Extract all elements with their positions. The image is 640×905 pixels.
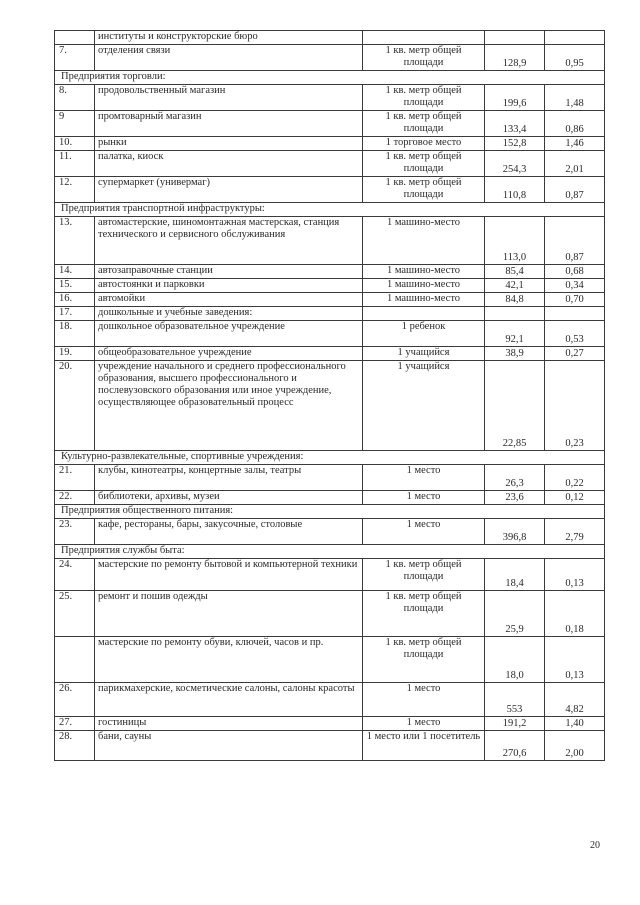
- measure-unit: 1 учащийся: [363, 361, 485, 451]
- value-primary: 113,0: [485, 217, 545, 265]
- measure-unit: 1 кв. метр общей площади: [363, 177, 485, 203]
- section-title: Предприятия торговли:: [55, 71, 605, 85]
- measure-unit: [363, 31, 485, 45]
- table-row: [55, 717, 605, 731]
- facility-name: учреждение начального и среднего профессионального образования, высшего профессионального и послевузовского образования или иное учреждение, осуществляющее образовательный процесс: [95, 361, 363, 451]
- value-secondary: 0,53: [545, 321, 605, 347]
- table-row: [55, 31, 605, 45]
- facility-name: автомастерские, шиномонтажная мастерская, станция технического и сервисного обслуживания: [95, 217, 363, 265]
- value-secondary: 0,87: [545, 177, 605, 203]
- value-secondary: 0,87: [545, 217, 605, 265]
- table-row: [55, 347, 605, 361]
- measure-unit: 1 кв. метр общей площади: [363, 151, 485, 177]
- row-number: 17.: [55, 307, 95, 321]
- measure-unit: 1 ребенок: [363, 321, 485, 347]
- value-primary: [485, 31, 545, 45]
- value-primary: 23,6: [485, 491, 545, 505]
- table-row: [55, 293, 605, 307]
- value-primary: 199,6: [485, 85, 545, 111]
- value-primary: 110,8: [485, 177, 545, 203]
- value-secondary: [545, 31, 605, 45]
- table-row: [55, 177, 605, 203]
- facility-name: отделения связи: [95, 45, 363, 71]
- measure-unit: 1 кв. метр общей площади: [363, 637, 485, 683]
- table-row: [55, 683, 605, 717]
- value-secondary: 0,22: [545, 465, 605, 491]
- measure-unit: 1 место: [363, 683, 485, 717]
- section-header-row: [55, 203, 605, 217]
- value-primary: 42,1: [485, 279, 545, 293]
- facility-name: библиотеки, архивы, музеи: [95, 491, 363, 505]
- row-number: 28.: [55, 731, 95, 761]
- measure-unit: 1 машино-место: [363, 293, 485, 307]
- facility-name: автостоянки и парковки: [95, 279, 363, 293]
- value-primary: 396,8: [485, 519, 545, 545]
- table-row: [55, 321, 605, 347]
- row-number: [55, 31, 95, 45]
- table-row: [55, 151, 605, 177]
- measure-unit: 1 место: [363, 717, 485, 731]
- section-title: Предприятия транспортной инфраструктуры:: [55, 203, 605, 217]
- facility-name: супермаркет (универмаг): [95, 177, 363, 203]
- section-header-row: [55, 505, 605, 519]
- facility-name: продовольственный магазин: [95, 85, 363, 111]
- measure-unit: 1 кв. метр общей площади: [363, 45, 485, 71]
- value-secondary: 0,18: [545, 591, 605, 637]
- table-row: [55, 307, 605, 321]
- norms-table: [54, 30, 605, 761]
- row-number: 16.: [55, 293, 95, 307]
- value-secondary: 1,48: [545, 85, 605, 111]
- measure-unit: 1 кв. метр общей площади: [363, 591, 485, 637]
- row-number: 21.: [55, 465, 95, 491]
- row-number: 8.: [55, 85, 95, 111]
- value-secondary: 0,95: [545, 45, 605, 71]
- facility-name: институты и конструкторские бюро: [95, 31, 363, 45]
- table-row: [55, 217, 605, 265]
- table-row: [55, 465, 605, 491]
- facility-name: парикмахерские, косметические салоны, салоны красоты: [95, 683, 363, 717]
- measure-unit: 1 кв. метр общей площади: [363, 85, 485, 111]
- page-number: 20: [590, 840, 600, 851]
- table-row: [55, 279, 605, 293]
- facility-name: автозаправочные станции: [95, 265, 363, 279]
- value-primary: 254,3: [485, 151, 545, 177]
- table-row: [55, 265, 605, 279]
- value-secondary: 1,46: [545, 137, 605, 151]
- row-number: 11.: [55, 151, 95, 177]
- facility-name: ремонт и пошив одежды: [95, 591, 363, 637]
- facility-name: автомойки: [95, 293, 363, 307]
- measure-unit: [363, 307, 485, 321]
- row-number: 19.: [55, 347, 95, 361]
- value-primary: 25,9: [485, 591, 545, 637]
- value-primary: 553: [485, 683, 545, 717]
- measure-unit: 1 место: [363, 519, 485, 545]
- row-number: 9: [55, 111, 95, 137]
- row-number: 24.: [55, 559, 95, 591]
- value-primary: 92,1: [485, 321, 545, 347]
- row-number: 13.: [55, 217, 95, 265]
- value-primary: 270,6: [485, 731, 545, 761]
- table-row: [55, 731, 605, 761]
- measure-unit: 1 машино-место: [363, 265, 485, 279]
- facility-name: кафе, рестораны, бары, закусочные, столовые: [95, 519, 363, 545]
- table-row: [55, 361, 605, 451]
- facility-name: гостиницы: [95, 717, 363, 731]
- facility-name: дошкольные и учебные заведения:: [95, 307, 363, 321]
- table-row: [55, 519, 605, 545]
- table-row: [55, 45, 605, 71]
- facility-name: дошкольное образовательное учреждение: [95, 321, 363, 347]
- value-primary: 18,4: [485, 559, 545, 591]
- value-primary: 22,85: [485, 361, 545, 451]
- row-number: [55, 637, 95, 683]
- row-number: 25.: [55, 591, 95, 637]
- table-row: [55, 637, 605, 683]
- row-number: 10.: [55, 137, 95, 151]
- row-number: 22.: [55, 491, 95, 505]
- value-secondary: 2,00: [545, 731, 605, 761]
- table-row: [55, 137, 605, 151]
- value-secondary: 0,70: [545, 293, 605, 307]
- measure-unit: 1 машино-место: [363, 217, 485, 265]
- row-number: 26.: [55, 683, 95, 717]
- row-number: 14.: [55, 265, 95, 279]
- value-secondary: 4,82: [545, 683, 605, 717]
- table-row: [55, 559, 605, 591]
- value-secondary: 1,40: [545, 717, 605, 731]
- value-primary: 133,4: [485, 111, 545, 137]
- section-title: Предприятия общественного питания:: [55, 505, 605, 519]
- section-title: Культурно-развлекательные, спортивные учреждения:: [55, 451, 605, 465]
- measure-unit: 1 учащийся: [363, 347, 485, 361]
- row-number: 18.: [55, 321, 95, 347]
- value-primary: 152,8: [485, 137, 545, 151]
- facility-name: рынки: [95, 137, 363, 151]
- table-row: [55, 111, 605, 137]
- value-primary: 18,0: [485, 637, 545, 683]
- section-header-row: [55, 545, 605, 559]
- section-title: Предприятия службы быта:: [55, 545, 605, 559]
- value-primary: 85,4: [485, 265, 545, 279]
- row-number: 20.: [55, 361, 95, 451]
- value-secondary: 0,13: [545, 637, 605, 683]
- table-row: [55, 591, 605, 637]
- value-secondary: 0,34: [545, 279, 605, 293]
- measure-unit: 1 место или 1 посетитель: [363, 731, 485, 761]
- value-primary: [485, 307, 545, 321]
- row-number: 7.: [55, 45, 95, 71]
- row-number: 23.: [55, 519, 95, 545]
- table-row: [55, 491, 605, 505]
- measure-unit: 1 машино-место: [363, 279, 485, 293]
- value-primary: 128,9: [485, 45, 545, 71]
- section-header-row: [55, 451, 605, 465]
- value-secondary: 0,27: [545, 347, 605, 361]
- measure-unit: 1 торговое место: [363, 137, 485, 151]
- facility-name: бани, сауны: [95, 731, 363, 761]
- value-secondary: [545, 307, 605, 321]
- facility-name: мастерские по ремонту обуви, ключей, часов и пр.: [95, 637, 363, 683]
- facility-name: клубы, кинотеатры, концертные залы, театры: [95, 465, 363, 491]
- measure-unit: 1 кв. метр общей площади: [363, 559, 485, 591]
- value-secondary: 2,01: [545, 151, 605, 177]
- section-header-row: [55, 71, 605, 85]
- measure-unit: 1 место: [363, 465, 485, 491]
- value-secondary: 0,13: [545, 559, 605, 591]
- facility-name: мастерские по ремонту бытовой и компьютерной техники: [95, 559, 363, 591]
- value-secondary: 2,79: [545, 519, 605, 545]
- row-number: 15.: [55, 279, 95, 293]
- value-secondary: 0,23: [545, 361, 605, 451]
- measure-unit: 1 место: [363, 491, 485, 505]
- value-primary: 38,9: [485, 347, 545, 361]
- row-number: 12.: [55, 177, 95, 203]
- table-row: [55, 85, 605, 111]
- value-primary: 84,8: [485, 293, 545, 307]
- value-secondary: 0,12: [545, 491, 605, 505]
- row-number: 27.: [55, 717, 95, 731]
- value-secondary: 0,86: [545, 111, 605, 137]
- measure-unit: 1 кв. метр общей площади: [363, 111, 485, 137]
- facility-name: промтоварный магазин: [95, 111, 363, 137]
- value-primary: 191,2: [485, 717, 545, 731]
- value-primary: 26,3: [485, 465, 545, 491]
- facility-name: палатка, киоск: [95, 151, 363, 177]
- value-secondary: 0,68: [545, 265, 605, 279]
- facility-name: общеобразовательное учреждение: [95, 347, 363, 361]
